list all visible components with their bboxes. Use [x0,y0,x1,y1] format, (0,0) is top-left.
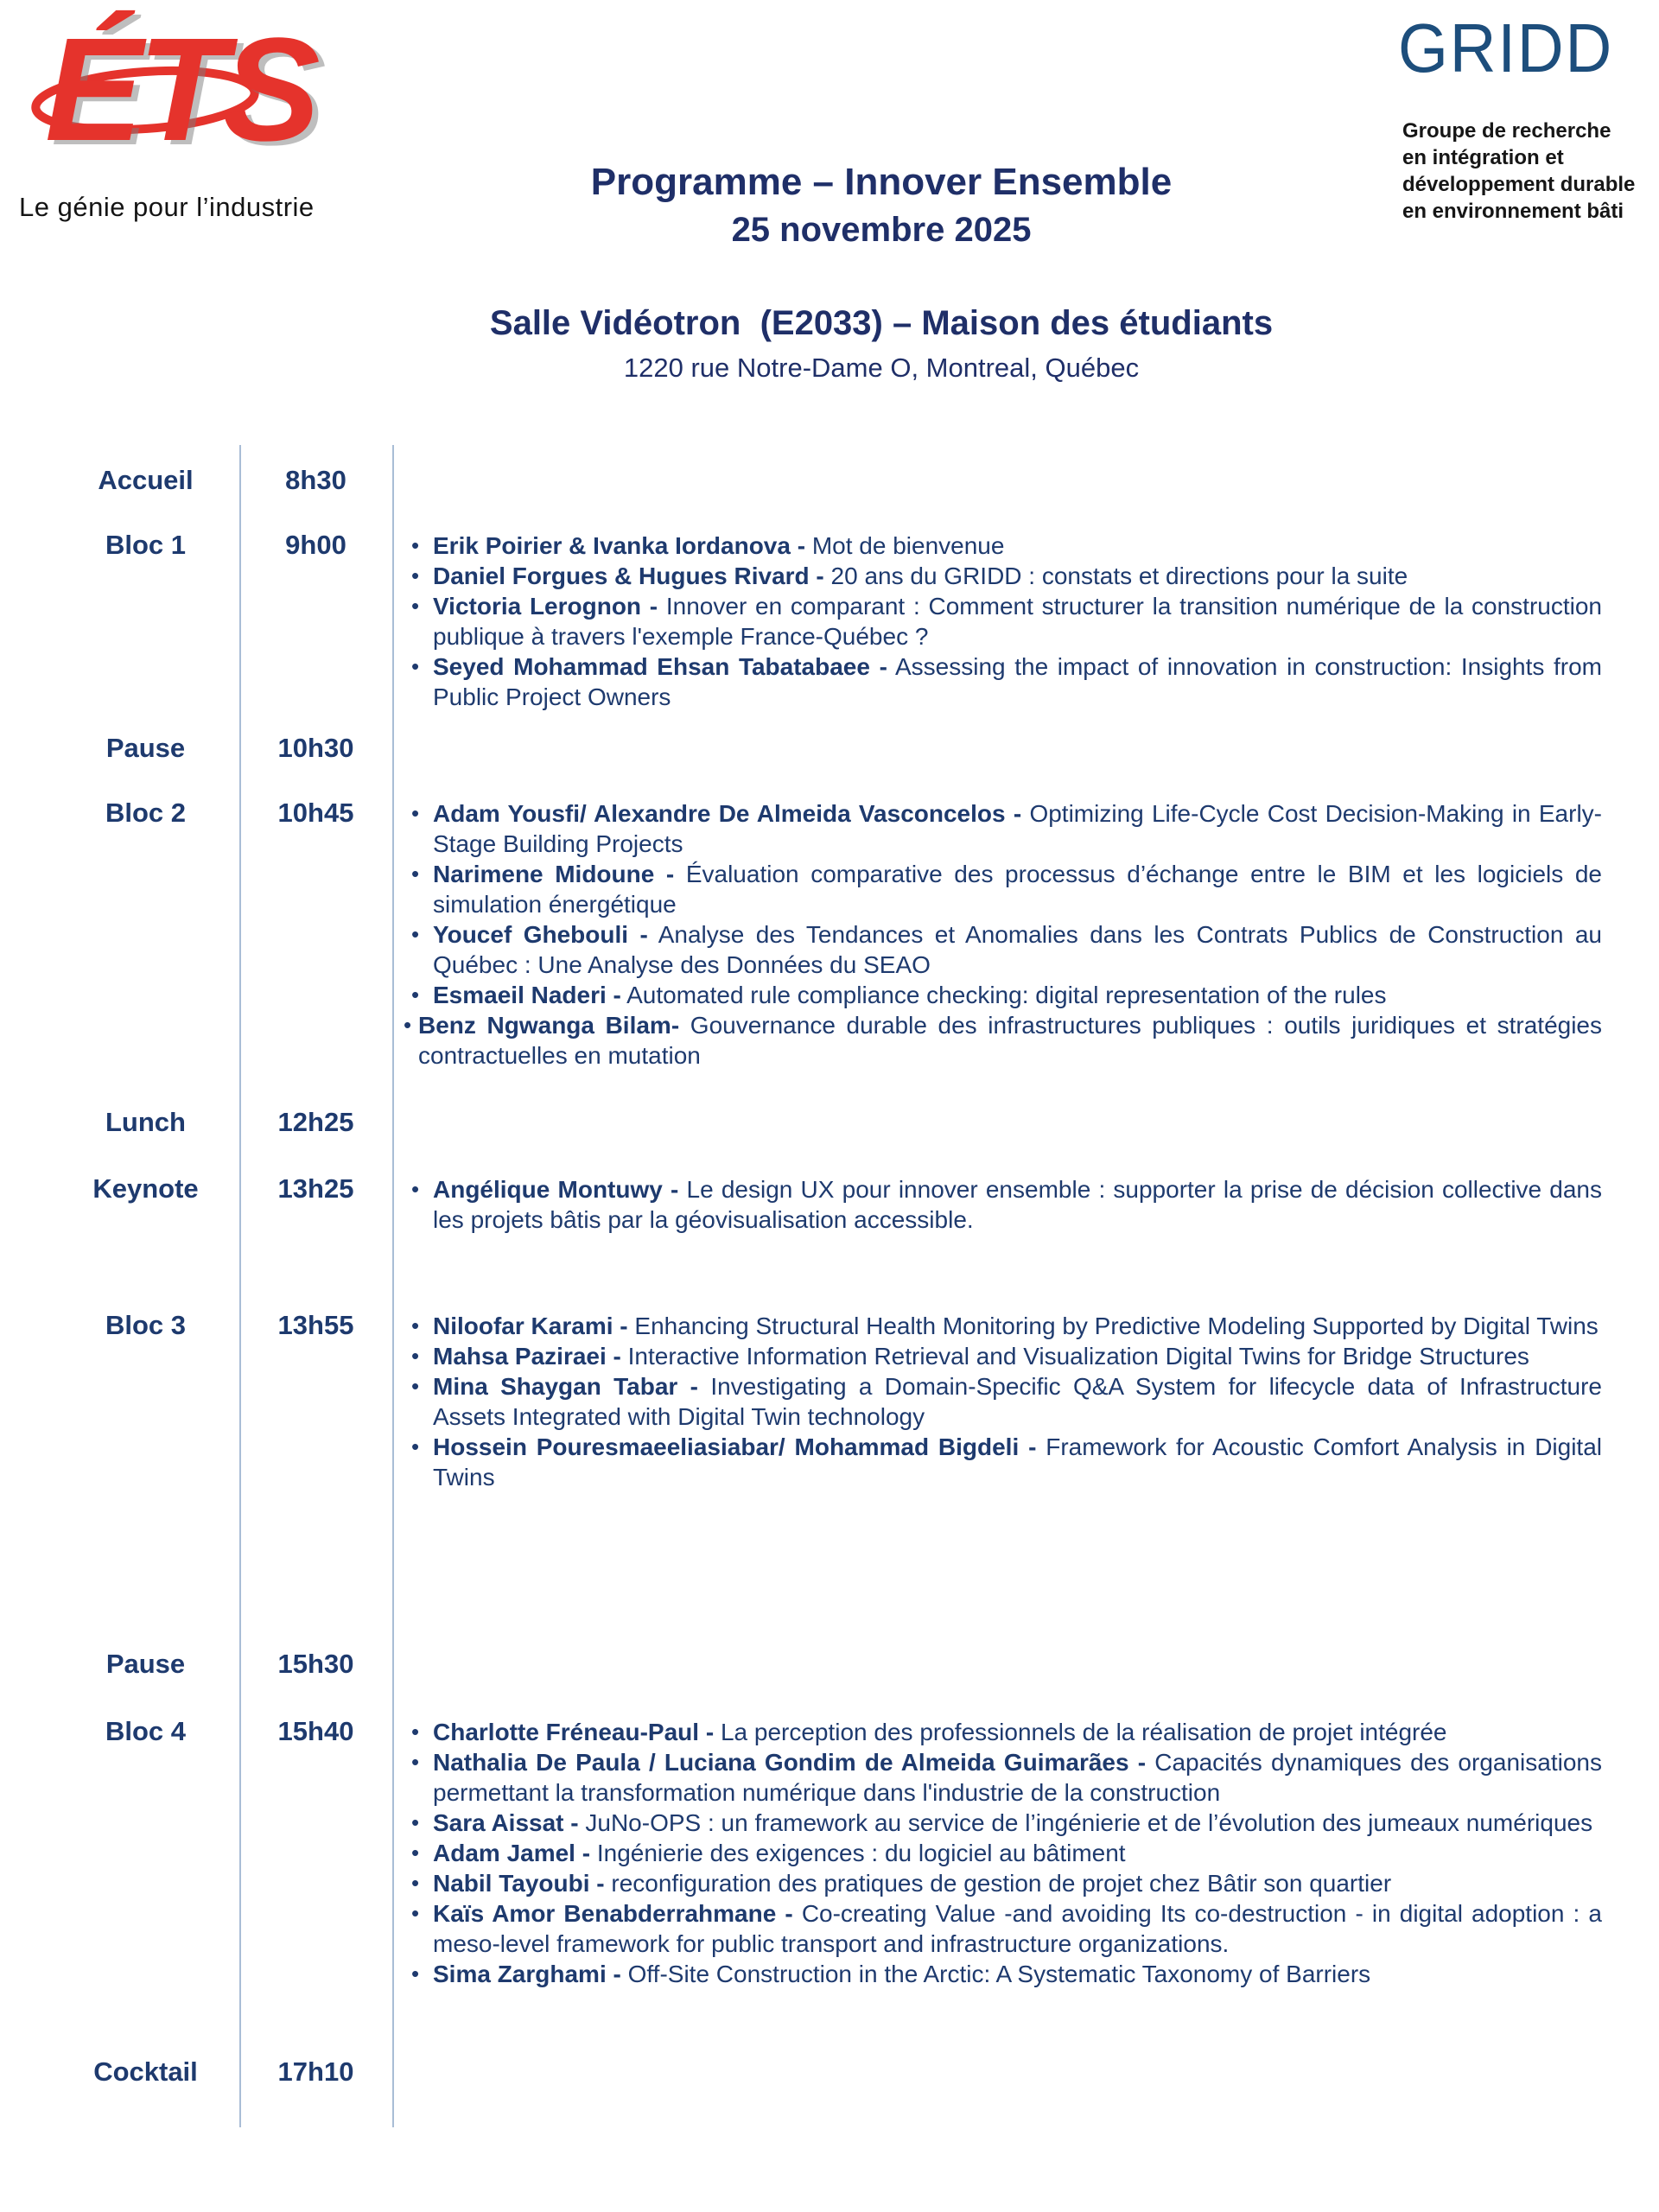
talk-title: Capacités dynamiques des organisations permettant la transformation numérique dans l'industrie de la construction [433,1749,1602,1806]
talk-title: Gouvernance durable des infrastructures publiques : outils juridiques et stratégies contractuelles en mutation [418,1012,1603,1069]
talk-title: Mot de bienvenue [805,532,1005,559]
speaker-name: Benz Ngwanga Bilam- [418,1012,680,1039]
session-content [392,530,1659,712]
gridd-wordmark: GRIDD [1398,10,1614,86]
speaker-name: Sara Aissat - [433,1809,579,1836]
venue-title: Salle Vidéotron (E2033) – Maison des étudiants [489,304,1274,342]
schedule-row [0,1173,1659,1310]
schedule-row [0,530,1659,733]
speaker-name: Esmaeil Naderi - [433,982,621,1008]
speaker-name: Narimene Midoune - [433,861,675,887]
session-item [411,1717,1602,1747]
session-content [392,1716,1659,1989]
speaker-name: Charlotte Fréneau-Paul - [433,1719,715,1745]
speaker-name: Adam Yousfi/ Alexandre De Almeida Vasconcelos - [433,800,1022,827]
session-item [411,1371,1602,1432]
speaker-name: Angélique Montuwy - [433,1176,679,1203]
speaker-name: Mina Shaygan Tabar - [433,1373,698,1400]
session-item-list [392,1173,1602,1235]
ets-wordmark: ÉTS [45,8,315,172]
session-item [411,1311,1602,1341]
session-item [411,919,1602,980]
session-label: Accueil [98,465,194,495]
session-time: 8h30 [285,465,346,495]
session-item [411,798,1602,859]
session-time: 15h30 [277,1649,354,1679]
session-time: 9h00 [285,530,346,560]
talk-title: Le design UX pour innover ensemble : supporter la prise de décision collective dans les projets bâtis par la géovisualisation accessible. [433,1176,1603,1233]
session-item [411,531,1602,561]
speaker-name: Kaïs Amor Benabderrahmane - [433,1900,793,1927]
talk-title: Optimizing Life-Cycle Cost Decision-Making in Early-Stage Building Projects [433,800,1603,857]
talk-title: Automated rule compliance checking: digital representation of the rules [620,982,1387,1008]
schedule-row [0,733,1659,798]
speaker-name: Nathalia De Paula / Luciana Gondim de Almeida Guimarães - [433,1749,1147,1776]
session-content [392,1173,1659,1235]
session-content [392,798,1659,1071]
speaker-name: Youcef Ghebouli - [433,921,648,948]
talk-title: reconfiguration des pratiques de gestion de projet chez Bâtir son quartier [604,1870,1392,1897]
session-item [411,1868,1602,1898]
session-item [411,1432,1602,1492]
session-time: 10h45 [277,798,354,828]
page-title: Programme – Innover Ensemble [590,161,1173,203]
schedule-row [0,1716,1659,2056]
schedule-row [0,1107,1659,1173]
talk-title: Évaluation comparative des processus d’échange entre le BIM et les logiciels de simulation énergétique [433,861,1602,918]
talk-title: Co-creating Value -and avoiding Its co-destruction - in digital adoption : a meso-level framework for public transport and infrastructure organizations. [433,1900,1602,1957]
speaker-name: Erik Poirier & Ivanka Iordanova - [433,532,806,559]
speaker-name: Mahsa Paziraei - [433,1343,621,1370]
speaker-name: Daniel Forgues & Hugues Rivard - [433,563,824,589]
session-time: 12h25 [277,1107,354,1137]
speaker-name: Sima Zarghami - [433,1961,621,1987]
gridd-tagline-line: en environnement bâti [1402,200,1624,223]
session-item [411,859,1602,919]
talk-title: Framework for Acoustic Comfort Analysis in Digital Twins [433,1433,1602,1491]
talk-title: Interactive Information Retrieval and Visualization Digital Twins for Bridge Structures [620,1343,1529,1370]
session-label: Keynote [92,1173,199,1204]
speaker-name: Nabil Tayoubi - [433,1870,605,1897]
session-label: Lunch [105,1107,186,1137]
speaker-name: Victoria Lerognon - [433,593,658,620]
session-label: Pause [105,1649,186,1679]
session-item-list [392,1716,1602,1989]
talk-title: La perception des professionnels de la réalisation de projet intégrée [714,1719,1447,1745]
session-item [411,1898,1602,1959]
session-time: 13h25 [277,1173,354,1204]
talk-title: Assessing the impact of innovation in construction: Insights from Public Project Owners [433,653,1603,710]
gridd-tagline-line: en intégration et [1402,146,1564,169]
session-time: 17h10 [277,2056,354,2087]
session-label: Bloc 2 [105,798,187,828]
ets-tagline: Le génie pour l’industrie [19,192,315,222]
session-item [411,1959,1602,1989]
schedule-row [0,465,1659,530]
schedule-row [0,2056,1659,2120]
speaker-name: Seyed Mohammad Ehsan Tabatabaee - [433,653,887,680]
talk-title: Investigating a Domain-Specific Q&A System for lifecycle data of Infrastructure Assets Integrated with Digital Twin technology [433,1373,1602,1430]
schedule-row [0,1649,1659,1716]
speaker-name: Hossein Pouresmaeeliasiabar/ Mohammad Bigdeli - [433,1433,1037,1460]
session-item [411,652,1602,712]
speaker-name: Adam Jamel - [433,1840,591,1866]
schedule-row [0,798,1659,1107]
session-time: 15h40 [277,1716,354,1746]
talk-title: Off-Site Construction in the Arctic: A Systematic Taxonomy of Barriers [620,1961,1371,1987]
session-item [411,980,1602,1010]
talk-title: Enhancing Structural Health Monitoring by Predictive Modeling Supported by Digital Twins [627,1313,1599,1339]
ets-logo [0,0,406,251]
schedule-table [0,465,1659,2120]
session-item [411,1341,1602,1371]
venue-address: 1220 rue Notre-Dame O, Montreal, Québec [623,353,1140,383]
session-item [411,1838,1602,1868]
session-item [411,1747,1602,1808]
talk-title: Innover en comparant : Comment structurer la transition numérique de la construction publique à travers l'exemple France-Québec ? [433,593,1602,650]
session-item-list [392,798,1602,1071]
session-item [411,1808,1602,1838]
talk-title: Ingénierie des exigences : du logiciel au bâtiment [590,1840,1126,1866]
session-item [404,1010,1602,1071]
talk-title: Analyse des Tendances et Anomalies dans les Contrats Publics de Construction au Québec : Une Analyse des Données du SEAO [433,921,1602,978]
session-content [392,1310,1659,1492]
session-label: Pause [105,733,186,763]
session-time: 10h30 [277,733,354,763]
session-item [411,591,1602,652]
talk-title: JuNo-OPS : un framework au service de l’ingénierie et de l’évolution des jumeaux numériques [578,1809,1593,1836]
session-time: 13h55 [277,1310,354,1340]
speaker-name: Niloofar Karami - [433,1313,628,1339]
schedule-row [0,1310,1659,1649]
session-item [411,1174,1602,1235]
session-label: Bloc 4 [105,1716,187,1746]
talk-title: 20 ans du GRIDD : constats et directions pour la suite [823,563,1408,589]
session-item-list [392,1310,1602,1492]
event-date: 25 novembre 2025 [731,211,1032,249]
gridd-tagline-line: développement durable [1402,173,1636,196]
session-label: Bloc 3 [105,1310,187,1340]
session-label: Cocktail [93,2056,198,2087]
gridd-tagline-line: Groupe de recherche [1402,119,1611,143]
session-label: Bloc 1 [105,530,187,560]
session-item-list [392,530,1602,712]
session-item [411,561,1602,591]
